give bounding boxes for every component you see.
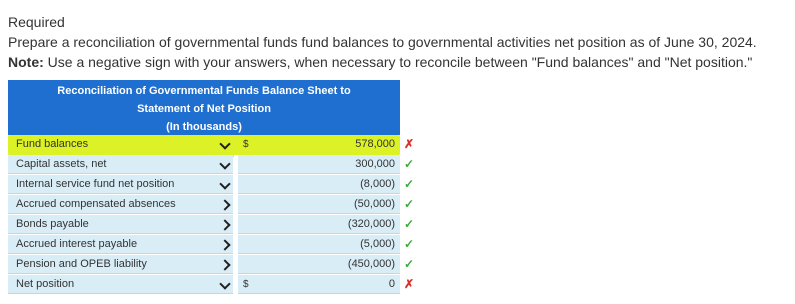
table-title-line-1: Reconciliation of Governmental Funds Balance Sheet to	[57, 85, 351, 97]
check-icon: ✓	[404, 257, 415, 271]
table-row	[8, 195, 415, 215]
chevron-down-icon[interactable]	[219, 239, 230, 250]
cross-icon: ✗	[404, 137, 415, 151]
table-body	[8, 135, 415, 295]
chevron-down-icon[interactable]	[219, 219, 230, 230]
chevron-down-icon[interactable]	[219, 158, 230, 169]
table-row	[8, 135, 415, 155]
note-line	[8, 52, 788, 72]
row-value-text: 578,000	[355, 138, 395, 150]
table-title-line-2: Statement of Net Position	[137, 103, 271, 115]
check-icon: ✓	[404, 197, 415, 211]
row-label-text: Fund balances	[16, 138, 89, 150]
note-label: Note:	[8, 54, 44, 70]
table-row	[8, 175, 415, 195]
row-label-text: Internal service fund net position	[16, 178, 175, 190]
chevron-down-icon[interactable]	[219, 138, 230, 149]
currency-symbol: $	[243, 279, 249, 290]
row-label-text: Accrued compensated absences	[16, 198, 176, 210]
table-row	[8, 275, 415, 295]
row-value-text: (450,000)	[347, 258, 395, 270]
table-header	[8, 80, 400, 135]
row-value-text: (8,000)	[360, 178, 395, 190]
chevron-down-icon[interactable]	[219, 259, 230, 270]
row-value-input[interactable]	[238, 175, 400, 194]
row-value-text: (320,000)	[347, 218, 395, 230]
row-value-input[interactable]	[238, 235, 400, 254]
instructions	[8, 12, 788, 72]
row-label-text: Bonds payable	[16, 218, 89, 230]
chevron-down-icon[interactable]	[219, 178, 230, 189]
check-icon: ✓	[404, 217, 415, 231]
row-value-input[interactable]	[238, 215, 400, 234]
reconciliation-table	[8, 80, 415, 295]
check-icon: ✓	[404, 177, 415, 191]
table-title-line-3: (In thousands)	[166, 121, 242, 133]
row-value-input[interactable]	[238, 255, 400, 274]
row-label-select[interactable]	[8, 215, 233, 234]
row-label-select[interactable]	[8, 175, 233, 194]
chevron-down-icon[interactable]	[219, 278, 230, 289]
table-row	[8, 155, 415, 175]
row-label-select[interactable]	[8, 235, 233, 254]
row-label-text: Accrued interest payable	[16, 238, 138, 250]
row-value-input[interactable]	[238, 155, 400, 174]
row-label-text: Net position	[16, 278, 75, 290]
cross-icon: ✗	[404, 277, 415, 291]
row-label-select[interactable]	[8, 195, 233, 214]
row-label-select[interactable]	[8, 135, 233, 154]
required-heading: Required	[8, 14, 65, 30]
row-value-input[interactable]	[238, 135, 400, 154]
row-label-text: Capital assets, net	[16, 158, 107, 170]
table-row	[8, 255, 415, 275]
instruction-text: Prepare a reconciliation of governmental funds fund balances to governmental activities net position as of June 30, 2024.	[8, 34, 757, 50]
check-icon: ✓	[404, 157, 415, 171]
row-value-text: 300,000	[355, 158, 395, 170]
table-row	[8, 235, 415, 255]
row-value-text: (5,000)	[360, 238, 395, 250]
check-icon: ✓	[404, 237, 415, 251]
currency-symbol: $	[243, 139, 249, 150]
row-label-text: Pension and OPEB liability	[16, 258, 147, 270]
row-value-input[interactable]	[238, 275, 400, 294]
row-value-text: (50,000)	[354, 198, 395, 210]
row-label-select[interactable]	[8, 275, 233, 294]
row-value-input[interactable]	[238, 195, 400, 214]
note-text: Use a negative sign with your answers, when necessary to reconcile between "Fund balances" and "Net position."	[43, 54, 753, 70]
row-label-select[interactable]	[8, 155, 233, 174]
table-row	[8, 215, 415, 235]
chevron-down-icon[interactable]	[219, 199, 230, 210]
row-value-text: 0	[388, 278, 395, 290]
row-label-select[interactable]	[8, 255, 233, 274]
